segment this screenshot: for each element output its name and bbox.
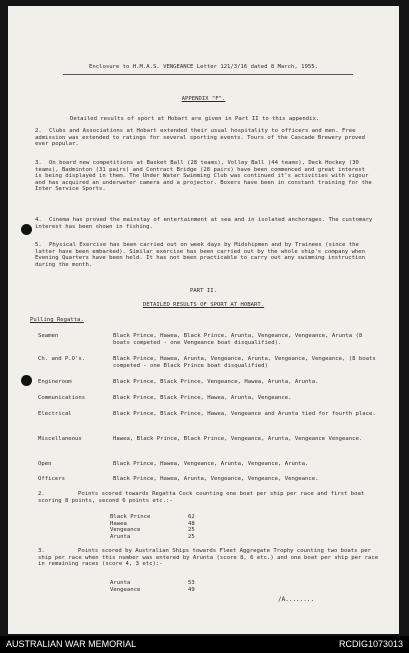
table-row: Vengeance 25 — [110, 527, 195, 534]
paragraph-3: 3. On board new competitions at Basket Ball (28 teams), Volley Ball (44 teams), Deck Hockey (30 teams), Badminton (31 pairs) and Contract Bridge (28 pairs) have been commenced and great interest is being displayed in them. The Under Water Swimming Club was continued it's activities with vigour and has acquired an underwater camera and a projector. Boxers have been in constant training for the Inter Service Sports. — [35, 160, 372, 193]
points-paragraph: 2. Points scored towards Regatta Cock counting one boat per ship per race and first boat scoring 8 points, second 6 points etc.:- — [38, 491, 365, 504]
aggregate-table — [110, 580, 195, 593]
document-page: Enclosure to H.M.A.S. VENGEANCE Letter 121/3/16 dated 8 March, 1955. APPENDIX "F". Detailed results of sport at Hobart are given in Part II to this appendix. 2. Clubs and Associations at Hobart extended their usual hospitality to officers and men. Free admission was extended to ratings for several sporting events. Tours of the Cascade Brewery proved ever popular. 3. On board new competitions at Basket Ball (28 teams), Volley Ball (44 teams), Deck Hockey (30 teams), Badminton (31 pairs) and Contract Bridge (28 pairs) have been commenced and great interest is being displayed in them. The Under Water Swimming Club was continued it's activities with vigour and has acquired an underwater camera and a projector. Boxers have been in constant training for the Inter Service Sports. 4. Cinema has proved the mainstay of entertainment at sea and in isolated anchorages. The customary interest has been shown in fishing. 5. Physical Exercise has been carried out on week days by Midshipmen and by Trainees (since the latter have been embarked). Similar exercise has been carried out by the whole ship's company when Evening Quarters have been held. It has not been practicable to carry out any swimming instruction during the month. PART II. DETAILED RESULTS OF SPORT AT HOBART. Pulling Regatta. Seamen Black Prince, Hawea, Black Prince, Arunta, Vengeance, Vengeance, Arunta (8 boats competed - one Vengeance boat disqualified). Ch. and P.O's. Black Prince, Hawea, Arunta, Vengeance, Arunta, Vengeance, Vengeance, (8 boats competed - one Black Prince boat disqualified) Engineroom Black Prince, Black Prince, Vengeance, Hawea, Arunta, Arunta. Communications Black Prince, Black Prince, Hawea, Arunta, Vengeance. Electrical Black Prince, Black Prince, Hawea, Vengeance and Arunta tied for fourth place. Miscellaneous Hawea, Black Prince, Black Prince, Vengeance, Arunta, Vengeance Vengeance. Open Black Prince, Hawea, Vengeance, Arunta, Vengeance, Arunta. Officers Black Prince, Hawea, Arunta, Vengeance, Vengeance, Vengeance. 2. Points scored towards Regatta Cock counting one boat per ship per race and first boat scoring 8 points, second 6 points etc.:- Black Prince 62 Hawea 48 Vengeance 25 Arunta 25 3. Points scored by Australian Ships towards Fleet Aggregate Trophy counting two boats per ship per race when this number was entered by Arunta (score 8, 6 etc.) and one boat per ship per race in remaining races (score 4, 3 etc):- Arunta 53 Vengeance 49 /A........ — [8, 6, 399, 634]
signature: /A........ — [278, 596, 315, 603]
part-ii-title: PART II. — [190, 288, 217, 294]
part-ii-subtitle: DETAILED RESULTS OF SPORT AT HOBART. — [142, 302, 265, 308]
record-id: RCDIG1073013 — [338, 639, 403, 649]
header-rule — [63, 74, 353, 75]
appendix-title: APPENDIX "F". — [181, 96, 226, 102]
archive-footer — [0, 636, 409, 653]
paragraph-5: 5. Physical Exercise has been carried out on week days by Midshipmen and by Trainees (since the latter have been embarked). Similar exercise has been carried out by the whole ship's company when Evening Quarters have been held. It has not been practicable to carry out any swimming instruction during the month. — [35, 242, 366, 268]
paragraph-4: 4. Cinema has proved the mainstay of entertainment at sea and in isolated anchorages. The customary interest has been shown in fishing. — [35, 217, 373, 230]
intro-text: Detailed results of sport at Hobart are given in Part II to this appendix. — [70, 116, 320, 122]
archive-name: AUSTRALIAN WAR MEMORIAL — [6, 639, 137, 649]
punch-hole — [21, 224, 32, 235]
table-row: Arunta 25 — [110, 533, 195, 540]
table-row: Black Prince 62 — [110, 514, 195, 520]
table-row: Vengeance 49 — [110, 586, 195, 593]
aggregate-paragraph: 3. Points scored by Australian Ships towards Fleet Aggregate Trophy counting two boats per ship per race when this number was entered by Arunta (score 8, 6 etc.) and one boat per ship per race in remaining races (score 4, 3 etc):- — [38, 548, 379, 568]
table-row: Arunta 53 — [110, 580, 195, 586]
punch-hole — [21, 375, 32, 386]
enclosure-header: Enclosure to H.M.A.S. VENGEANCE Letter 121/3/16 dated 8 March, 1955. — [88, 64, 318, 70]
table-row: Hawea 48 — [110, 520, 195, 527]
regatta-cock-table — [110, 514, 195, 540]
regatta-heading: Pulling Regatta. — [30, 317, 84, 323]
paragraph-2: 2. Clubs and Associations at Hobart extended their usual hospitality to officers and men. Free admission was extended to ratings for several sporting events. Tours of the Cascade Brewery proved ever popular. — [35, 128, 366, 148]
